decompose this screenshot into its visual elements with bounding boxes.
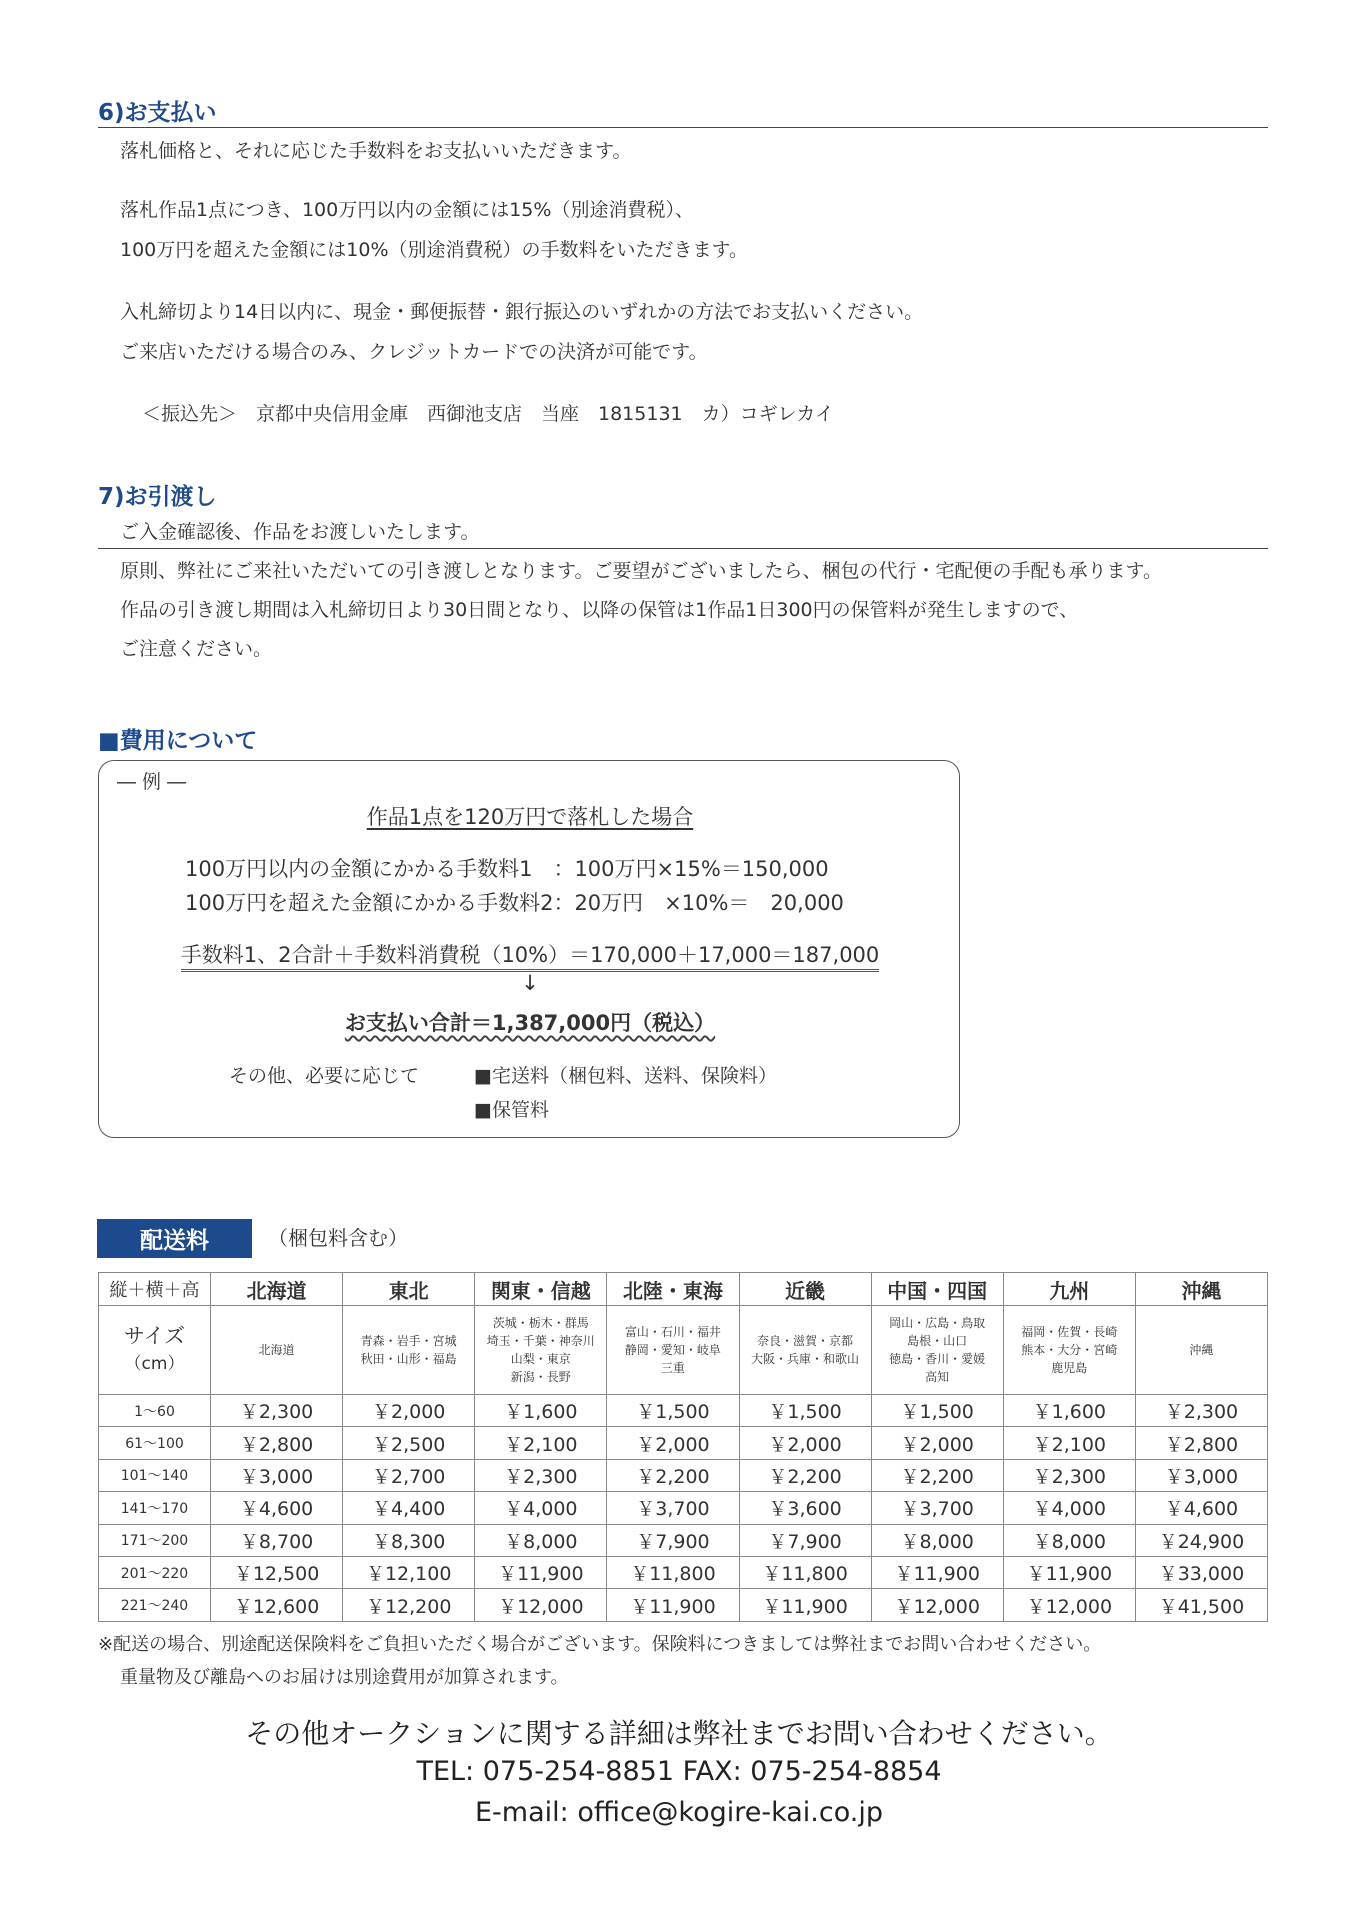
price-cell: ￥1,500 bbox=[739, 1395, 871, 1427]
payment-line-1: 落札価格と、それに応じた手数料をお支払いいただきます。 bbox=[120, 140, 632, 162]
price-cell: ￥11,900 bbox=[475, 1556, 607, 1588]
prefecture-group: 福岡・佐賀・長崎 bbox=[1021, 1325, 1118, 1339]
prefecture-group: 大阪・兵庫・和歌山 bbox=[751, 1352, 860, 1366]
price-row bbox=[99, 1459, 1268, 1491]
price-row bbox=[99, 1395, 1268, 1427]
prefecture-group: 島根・山口 bbox=[907, 1334, 968, 1348]
price-cell: ￥2,300 bbox=[1135, 1395, 1267, 1427]
example-grand-total: お支払い合計＝1,387,000円（税込） bbox=[344, 1011, 716, 1035]
price-cell: ￥12,600 bbox=[211, 1589, 343, 1621]
price-cell: ￥41,500 bbox=[1135, 1589, 1267, 1621]
payment-line-3: 100万円を超えた金額には10%（別途消費税）の手数料をいただきます。 bbox=[120, 239, 748, 261]
price-cell: ￥11,800 bbox=[739, 1556, 871, 1588]
contact-phone-fax: TEL: 075-254-8851 FAX: 075-254-8854 bbox=[416, 1756, 942, 1787]
prefecture-cell bbox=[607, 1306, 739, 1395]
size-label-cell bbox=[99, 1306, 211, 1395]
shipping-note: （梱包料含む） bbox=[268, 1226, 408, 1250]
other-fees-label: その他、必要に応じて bbox=[229, 1065, 420, 1087]
price-cell: ￥33,000 bbox=[1135, 1556, 1267, 1588]
other-fee-storage: ■保管料 bbox=[474, 1099, 549, 1121]
unit-label: （cm） bbox=[124, 1354, 185, 1374]
price-cell: ￥3,000 bbox=[1135, 1459, 1267, 1491]
price-cell: ￥2,100 bbox=[1003, 1427, 1135, 1459]
price-cell: ￥2,800 bbox=[211, 1427, 343, 1459]
bank-account: ＜振込先＞ 京都中央信用金庫 西御池支店 当座 1815131 カ）コギレカイ bbox=[142, 403, 834, 425]
payment-divider bbox=[98, 127, 1268, 128]
size-range: 201〜220 bbox=[99, 1556, 211, 1588]
price-row bbox=[99, 1524, 1268, 1556]
price-cell: ￥2,000 bbox=[607, 1427, 739, 1459]
price-cell: ￥2,200 bbox=[871, 1459, 1003, 1491]
fee-example-box bbox=[98, 760, 960, 1138]
price-cell: ￥3,600 bbox=[739, 1492, 871, 1524]
region-header-row bbox=[99, 1273, 1268, 1306]
payment-line-2: 落札作品1点につき、100万円以内の金額には15%（別途消費税）、 bbox=[120, 199, 694, 221]
price-cell: ￥12,000 bbox=[1003, 1589, 1135, 1621]
price-cell: ￥8,000 bbox=[475, 1524, 607, 1556]
region-kyushu: 九州 bbox=[1003, 1273, 1135, 1306]
price-cell: ￥8,300 bbox=[343, 1524, 475, 1556]
prefecture-cell bbox=[1135, 1306, 1267, 1395]
price-cell: ￥4,400 bbox=[343, 1492, 475, 1524]
price-cell: ￥3,000 bbox=[211, 1459, 343, 1491]
prefecture-group: 高知 bbox=[925, 1370, 950, 1384]
region-kanto-shinetsu: 関東・信越 bbox=[475, 1273, 607, 1306]
delivery-line-4: ご注意ください。 bbox=[120, 638, 273, 660]
prefecture-group: 青森・岩手・宮城 bbox=[360, 1334, 457, 1348]
price-cell: ￥11,900 bbox=[871, 1556, 1003, 1588]
price-cell: ￥2,200 bbox=[739, 1459, 871, 1491]
other-fee-shipping: ■宅送料（梱包料、送料、保険料） bbox=[474, 1065, 777, 1087]
prefecture-group: 岡山・広島・鳥取 bbox=[889, 1316, 986, 1330]
region-chugoku-shikoku: 中国・四国 bbox=[871, 1273, 1003, 1306]
shipping-footnote-1: ※配送の場合、別途配送保険料をご負担いただく場合がございます。保険料につきましては弊社までお問い合わせください。 bbox=[98, 1634, 1102, 1655]
price-cell: ￥4,600 bbox=[211, 1492, 343, 1524]
delivery-line-2: 原則、弊社にご来社いただいての引き渡しとなります。ご要望がございましたら、梱包の代行・宅配便の手配も承ります。 bbox=[120, 560, 1162, 582]
prefecture-cell bbox=[739, 1306, 871, 1395]
prefecture-cell bbox=[211, 1306, 343, 1395]
price-cell: ￥24,900 bbox=[1135, 1524, 1267, 1556]
price-cell: ￥1,500 bbox=[871, 1395, 1003, 1427]
price-cell: ￥2,200 bbox=[607, 1459, 739, 1491]
corner-cell: 縦＋横＋高 bbox=[99, 1273, 211, 1306]
region-kinki: 近畿 bbox=[739, 1273, 871, 1306]
size-range: 141〜170 bbox=[99, 1492, 211, 1524]
delivery-divider bbox=[98, 548, 1268, 549]
prefecture-cell bbox=[475, 1306, 607, 1395]
size-range: 1〜60 bbox=[99, 1395, 211, 1427]
price-cell: ￥4,000 bbox=[1003, 1492, 1135, 1524]
prefecture-group: 徳島・香川・愛媛 bbox=[889, 1352, 986, 1366]
price-cell: ￥11,800 bbox=[607, 1556, 739, 1588]
shipping-badge: 配送料 bbox=[97, 1219, 252, 1258]
example-label: ― 例 ― bbox=[117, 771, 187, 793]
price-cell: ￥2,100 bbox=[475, 1427, 607, 1459]
region-hokuriku-tokai: 北陸・東海 bbox=[607, 1273, 739, 1306]
price-cell: ￥12,100 bbox=[343, 1556, 475, 1588]
prefecture-group: 北海道 bbox=[258, 1343, 295, 1357]
prefecture-cell bbox=[1003, 1306, 1135, 1395]
price-cell: ￥11,900 bbox=[739, 1589, 871, 1621]
price-cell: ￥2,000 bbox=[871, 1427, 1003, 1459]
price-cell: ￥11,900 bbox=[1003, 1556, 1135, 1588]
size-label: サイズ bbox=[123, 1324, 186, 1348]
payment-line-5: ご来店いただける場合のみ、クレジットカードでの決済が可能です。 bbox=[120, 341, 708, 363]
price-cell: ￥1,600 bbox=[475, 1395, 607, 1427]
prefecture-group: 富山・石川・福井 bbox=[624, 1325, 721, 1339]
price-cell: ￥2,800 bbox=[1135, 1427, 1267, 1459]
price-cell: ￥3,700 bbox=[607, 1492, 739, 1524]
price-row bbox=[99, 1427, 1268, 1459]
down-arrow-icon: ↓ bbox=[521, 971, 539, 995]
delivery-heading: 7)お引渡し bbox=[98, 484, 217, 510]
prefecture-group: 秋田・山形・福島 bbox=[360, 1352, 457, 1366]
prefecture-group: 新潟・長野 bbox=[510, 1370, 571, 1384]
payment-heading: 6)お支払い bbox=[98, 100, 217, 126]
price-cell: ￥2,500 bbox=[343, 1427, 475, 1459]
size-range: 171〜200 bbox=[99, 1524, 211, 1556]
delivery-line-3: 作品の引き渡し期間は入札締切日より30日間となり、以降の保管は1作品1日300円の保管料が発生しますので、 bbox=[120, 599, 1079, 621]
price-cell: ￥7,900 bbox=[607, 1524, 739, 1556]
price-cell: ￥3,700 bbox=[871, 1492, 1003, 1524]
prefecture-cell bbox=[871, 1306, 1003, 1395]
payment-line-4: 入札締切より14日以内に、現金・郵便振替・銀行振込のいずれかの方法でお支払いください。 bbox=[120, 301, 924, 323]
prefecture-group: 静岡・愛知・岐阜 bbox=[624, 1343, 721, 1357]
price-cell: ￥7,900 bbox=[739, 1524, 871, 1556]
size-range: 221〜240 bbox=[99, 1589, 211, 1621]
price-cell: ￥12,500 bbox=[211, 1556, 343, 1588]
region-hokkaido: 北海道 bbox=[211, 1273, 343, 1306]
prefecture-group: 沖縄 bbox=[1189, 1343, 1214, 1357]
contact-message: その他オークションに関する詳細は弊社までお問い合わせください。 bbox=[245, 1717, 1113, 1750]
prefecture-cell bbox=[343, 1306, 475, 1395]
contact-email: E-mail: office@kogire-kai.co.jp bbox=[474, 1797, 883, 1828]
price-row bbox=[99, 1492, 1268, 1524]
example-fee-2: 100万円を超えた金額にかかる手数料2：20万円 ×10%＝ 20,000 bbox=[185, 891, 844, 915]
prefecture-group: 茨城・栃木・群馬 bbox=[492, 1316, 589, 1330]
price-cell: ￥2,700 bbox=[343, 1459, 475, 1491]
price-cell: ￥8,700 bbox=[211, 1524, 343, 1556]
price-cell: ￥8,000 bbox=[871, 1524, 1003, 1556]
prefecture-group: 埼玉・千葉・神奈川 bbox=[486, 1334, 595, 1348]
shipping-table bbox=[98, 1272, 1268, 1622]
region-okinawa: 沖縄 bbox=[1135, 1273, 1267, 1306]
example-total-calc: 手数料1、2合計＋手数料消費税（10%）＝170,000＋17,000＝187,000 bbox=[181, 943, 880, 972]
price-cell: ￥4,000 bbox=[475, 1492, 607, 1524]
shipping-footnote-2: 重量物及び離島へのお届けは別途費用が加算されます。 bbox=[120, 1667, 569, 1688]
fees-heading: ■費用について bbox=[98, 728, 258, 754]
price-cell: ￥12,000 bbox=[871, 1589, 1003, 1621]
prefecture-row bbox=[99, 1306, 1268, 1395]
example-fee-1: 100万円以内の金額にかかる手数料1 ：100万円×15%＝150,000 bbox=[185, 857, 829, 881]
price-cell: ￥1,500 bbox=[607, 1395, 739, 1427]
price-cell: ￥2,000 bbox=[343, 1395, 475, 1427]
size-range: 61〜100 bbox=[99, 1427, 211, 1459]
price-cell: ￥8,000 bbox=[1003, 1524, 1135, 1556]
price-cell: ￥2,300 bbox=[211, 1395, 343, 1427]
prefecture-group: 鹿児島 bbox=[1051, 1361, 1088, 1375]
prefecture-group: 奈良・滋賀・京都 bbox=[757, 1334, 854, 1348]
price-cell: ￥12,200 bbox=[343, 1589, 475, 1621]
price-row bbox=[99, 1556, 1268, 1588]
delivery-line-1: ご入金確認後、作品をお渡しいたします。 bbox=[120, 521, 480, 543]
size-range: 101〜140 bbox=[99, 1459, 211, 1491]
price-row bbox=[99, 1589, 1268, 1621]
price-cell: ￥1,600 bbox=[1003, 1395, 1135, 1427]
price-cell: ￥2,300 bbox=[1003, 1459, 1135, 1491]
prefecture-group: 山梨・東京 bbox=[510, 1352, 571, 1366]
region-tohoku: 東北 bbox=[343, 1273, 475, 1306]
prefecture-group: 三重 bbox=[660, 1361, 685, 1375]
price-cell: ￥2,300 bbox=[475, 1459, 607, 1491]
price-cell: ￥4,600 bbox=[1135, 1492, 1267, 1524]
price-cell: ￥11,900 bbox=[607, 1589, 739, 1621]
prefecture-group: 熊本・大分・宮崎 bbox=[1021, 1343, 1118, 1357]
example-case: 作品1点を120万円で落札した場合 bbox=[366, 805, 694, 829]
price-cell: ￥2,000 bbox=[739, 1427, 871, 1459]
price-cell: ￥12,000 bbox=[475, 1589, 607, 1621]
